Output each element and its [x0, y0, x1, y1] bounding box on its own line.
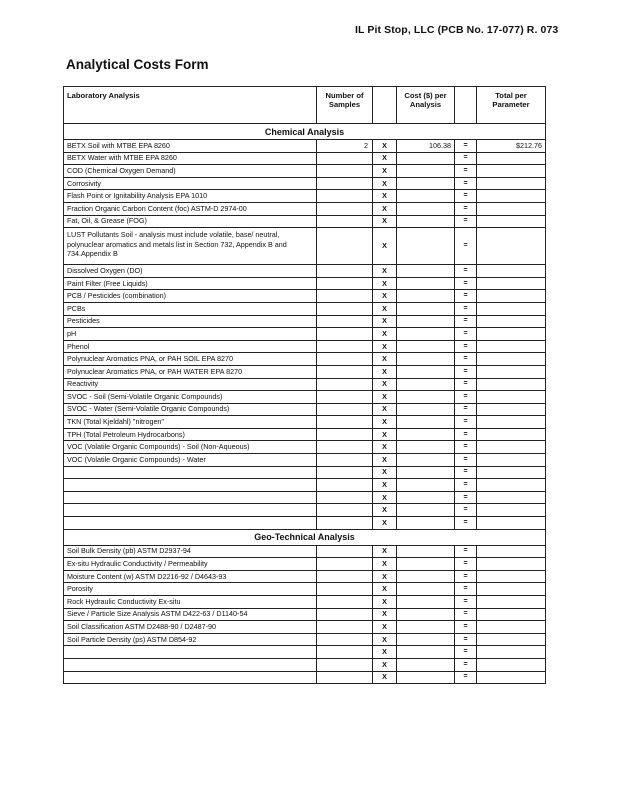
table-row [64, 646, 546, 659]
total-per-parameter-field[interactable] [477, 646, 546, 659]
number-of-samples-field[interactable] [317, 479, 373, 492]
cost-per-analysis-field[interactable] [397, 583, 455, 596]
multiply-mark: X [373, 302, 397, 315]
analysis-name [64, 491, 317, 504]
table-row [64, 265, 546, 278]
cost-per-analysis-field[interactable] [397, 340, 455, 353]
number-of-samples-field[interactable] [317, 215, 373, 228]
table-row [64, 140, 546, 153]
table-row [64, 504, 546, 517]
equals-mark: = [455, 633, 477, 646]
cost-per-analysis-field[interactable] [397, 671, 455, 684]
section-header-geotechnical [64, 529, 546, 545]
total-per-parameter-field[interactable] [477, 290, 546, 303]
number-of-samples-field[interactable] [317, 658, 373, 671]
number-of-samples-field[interactable] [317, 202, 373, 215]
table-row [64, 621, 546, 634]
equals-mark: = [455, 202, 477, 215]
total-per-parameter-field[interactable] [477, 165, 546, 178]
multiply-mark: X [373, 570, 397, 583]
cost-per-analysis-field[interactable] [397, 454, 455, 467]
table-row [64, 202, 546, 215]
total-per-parameter-field[interactable] [477, 277, 546, 290]
analysis-name: TPH (Total Petroleum Hydrocarbons) [64, 428, 317, 441]
total-per-parameter-field[interactable] [477, 558, 546, 571]
number-of-samples-field[interactable] [317, 671, 373, 684]
total-per-parameter-field[interactable] [477, 416, 546, 429]
cost-per-analysis-field[interactable] [397, 646, 455, 659]
number-of-samples-field[interactable] [317, 391, 373, 404]
total-per-parameter-field[interactable] [477, 215, 546, 228]
analysis-name: Dissolved Oxygen (DO) [64, 265, 317, 278]
equals-mark: = [455, 570, 477, 583]
total-per-parameter-field[interactable] [477, 190, 546, 203]
multiply-mark: X [373, 658, 397, 671]
total-per-parameter-field[interactable] [477, 596, 546, 609]
equals-mark: = [455, 428, 477, 441]
total-per-parameter-field[interactable] [477, 315, 546, 328]
cost-per-analysis-field[interactable] [397, 633, 455, 646]
cost-per-analysis-field[interactable] [397, 466, 455, 479]
total-per-parameter-field[interactable]: $212.76 [477, 140, 546, 153]
equals-mark: = [455, 558, 477, 571]
multiply-mark: X [373, 177, 397, 190]
table-row [64, 479, 546, 492]
cost-per-analysis-field[interactable] [397, 596, 455, 609]
total-per-parameter-field[interactable] [477, 328, 546, 341]
equals-mark: = [455, 353, 477, 366]
table-row [64, 416, 546, 429]
total-per-parameter-field[interactable] [477, 228, 546, 265]
table-row [64, 491, 546, 504]
equals-mark: = [455, 454, 477, 467]
equals-mark: = [455, 504, 477, 517]
analysis-name: VOC (Volatile Organic Compounds) - Water [64, 454, 317, 467]
equals-mark: = [455, 190, 477, 203]
equals-mark: = [455, 140, 477, 153]
number-of-samples-field[interactable] [317, 545, 373, 558]
number-of-samples-field[interactable] [317, 596, 373, 609]
cost-per-analysis-field[interactable] [397, 228, 455, 265]
analysis-name: VOC (Volatile Organic Compounds) - Soil (Non-Aqueous) [64, 441, 317, 454]
multiply-mark: X [373, 608, 397, 621]
number-of-samples-field[interactable] [317, 558, 373, 571]
number-of-samples-field[interactable]: 2 [317, 140, 373, 153]
cost-per-analysis-field[interactable] [397, 658, 455, 671]
analysis-name [64, 646, 317, 659]
total-per-parameter-field[interactable] [477, 302, 546, 315]
multiply-mark: X [373, 365, 397, 378]
total-per-parameter-field[interactable] [477, 378, 546, 391]
multiply-mark: X [373, 290, 397, 303]
table-row [64, 583, 546, 596]
cost-per-analysis-field[interactable] [397, 517, 455, 530]
table-row [64, 517, 546, 530]
equals-mark: = [455, 165, 477, 178]
equals-mark: = [455, 583, 477, 596]
cost-per-analysis-field[interactable] [397, 215, 455, 228]
cost-per-analysis-field[interactable] [397, 365, 455, 378]
multiply-mark: X [373, 671, 397, 684]
total-per-parameter-field[interactable] [477, 353, 546, 366]
analysis-name: SVOC - Soil (Semi-Volatile Organic Compounds) [64, 391, 317, 404]
cost-per-analysis-field[interactable] [397, 353, 455, 366]
cost-per-analysis-field[interactable] [397, 190, 455, 203]
total-per-parameter-field[interactable] [477, 545, 546, 558]
analytical-costs-table [63, 86, 546, 684]
equals-mark: = [455, 215, 477, 228]
multiply-mark: X [373, 228, 397, 265]
multiply-mark: X [373, 545, 397, 558]
table-row [64, 658, 546, 671]
cost-per-analysis-field[interactable] [397, 177, 455, 190]
total-per-parameter-field[interactable] [477, 570, 546, 583]
section-title: Chemical Analysis [64, 124, 546, 140]
total-per-parameter-field[interactable] [477, 633, 546, 646]
cost-per-analysis-field[interactable] [397, 545, 455, 558]
cost-per-analysis-field[interactable] [397, 152, 455, 165]
multiply-mark: X [373, 140, 397, 153]
cost-per-analysis-field[interactable] [397, 391, 455, 404]
total-per-parameter-field[interactable] [477, 466, 546, 479]
multiply-mark: X [373, 403, 397, 416]
analysis-name [64, 517, 317, 530]
multiply-mark: X [373, 504, 397, 517]
number-of-samples-field[interactable] [317, 441, 373, 454]
equals-mark: = [455, 596, 477, 609]
number-of-samples-field[interactable] [317, 428, 373, 441]
table-row [64, 454, 546, 467]
equals-mark: = [455, 491, 477, 504]
cost-per-analysis-field[interactable] [397, 403, 455, 416]
total-per-parameter-field[interactable] [477, 491, 546, 504]
multiply-mark: X [373, 340, 397, 353]
total-per-parameter-field[interactable] [477, 621, 546, 634]
equals-mark: = [455, 328, 477, 341]
total-per-parameter-field[interactable] [477, 608, 546, 621]
equals-mark: = [455, 466, 477, 479]
analysis-name: Sieve / Particle Size Analysis ASTM D422-63 / D1140-54 [64, 608, 317, 621]
form-title: Analytical Costs Form [66, 57, 209, 72]
cost-per-analysis-field[interactable] [397, 441, 455, 454]
analysis-name [64, 658, 317, 671]
table-row [64, 558, 546, 571]
section-header-chemical [64, 124, 546, 140]
analysis-name: Fraction Organic Carbon Content (foc) ASTM-D 2974-00 [64, 202, 317, 215]
multiply-mark: X [373, 353, 397, 366]
table-row [64, 152, 546, 165]
analysis-name: BETX Soil with MTBE EPA 8260 [64, 140, 317, 153]
equals-mark: = [455, 228, 477, 265]
header-number-of-samples: Number of Samples [317, 87, 373, 124]
analysis-name: Polynuclear Aromatics PNA, or PAH SOIL EPA 8270 [64, 353, 317, 366]
table-header-row [64, 87, 546, 124]
multiply-mark: X [373, 517, 397, 530]
total-per-parameter-field[interactable] [477, 365, 546, 378]
total-per-parameter-field[interactable] [477, 479, 546, 492]
table-row [64, 353, 546, 366]
number-of-samples-field[interactable] [317, 177, 373, 190]
total-per-parameter-field[interactable] [477, 391, 546, 404]
analysis-name: COD (Chemical Oxygen Demand) [64, 165, 317, 178]
header-lab-analysis: Laboratory Analysis [64, 87, 317, 124]
equals-mark: = [455, 646, 477, 659]
header-cost-per-analysis: Cost ($) per Analysis [397, 87, 455, 124]
analysis-name: Fat, Oil, & Grease (FOG) [64, 215, 317, 228]
cost-per-analysis-field[interactable] [397, 428, 455, 441]
table-row [64, 215, 546, 228]
analysis-name: Polynuclear Aromatics PNA, or PAH WATER EPA 8270 [64, 365, 317, 378]
table-row [64, 315, 546, 328]
number-of-samples-field[interactable] [317, 152, 373, 165]
multiply-mark: X [373, 202, 397, 215]
table-row [64, 228, 546, 265]
table-row [64, 165, 546, 178]
analysis-name: Ex-situ Hydraulic Conductivity / Permeability [64, 558, 317, 571]
number-of-samples-field[interactable] [317, 165, 373, 178]
equals-mark: = [455, 416, 477, 429]
analysis-name: Rock Hydraulic Conductivity Ex-situ [64, 596, 317, 609]
number-of-samples-field[interactable] [317, 265, 373, 278]
multiply-mark: X [373, 558, 397, 571]
total-per-parameter-field[interactable] [477, 152, 546, 165]
cost-per-analysis-field[interactable] [397, 202, 455, 215]
total-per-parameter-field[interactable] [477, 583, 546, 596]
equals-mark: = [455, 403, 477, 416]
cost-per-analysis-field[interactable]: 106.38 [397, 140, 455, 153]
equals-mark: = [455, 378, 477, 391]
analysis-name: PCB / Pesticides (combination) [64, 290, 317, 303]
table-row [64, 596, 546, 609]
cost-per-analysis-field[interactable] [397, 491, 455, 504]
analysis-name: Reactivity [64, 378, 317, 391]
analytical-costs-table-wrapper [63, 86, 545, 684]
analysis-name: Soil Classification ASTM D2488-90 / D2487-90 [64, 621, 317, 634]
total-per-parameter-field[interactable] [477, 454, 546, 467]
table-row [64, 302, 546, 315]
number-of-samples-field[interactable] [317, 466, 373, 479]
total-per-parameter-field[interactable] [477, 441, 546, 454]
multiply-mark: X [373, 479, 397, 492]
number-of-samples-field[interactable] [317, 491, 373, 504]
total-per-parameter-field[interactable] [477, 177, 546, 190]
multiply-mark: X [373, 165, 397, 178]
header-total-per-parameter: Total per Parameter [477, 87, 546, 124]
multiply-mark: X [373, 152, 397, 165]
equals-mark: = [455, 315, 477, 328]
multiply-mark: X [373, 428, 397, 441]
number-of-samples-field[interactable] [317, 302, 373, 315]
analysis-name: Moisture Content (w) ASTM D2216-92 / D4643-93 [64, 570, 317, 583]
multiply-mark: X [373, 441, 397, 454]
equals-mark: = [455, 265, 477, 278]
number-of-samples-field[interactable] [317, 583, 373, 596]
cost-per-analysis-field[interactable] [397, 504, 455, 517]
multiply-mark: X [373, 583, 397, 596]
table-row [64, 190, 546, 203]
equals-mark: = [455, 177, 477, 190]
number-of-samples-field[interactable] [317, 328, 373, 341]
analysis-name: Corrosivity [64, 177, 317, 190]
total-per-parameter-field[interactable] [477, 340, 546, 353]
number-of-samples-field[interactable] [317, 290, 373, 303]
cost-per-analysis-field[interactable] [397, 378, 455, 391]
multiply-mark: X [373, 454, 397, 467]
equals-mark: = [455, 441, 477, 454]
analysis-name: Paint Filter (Free Liquids) [64, 277, 317, 290]
table-row [64, 545, 546, 558]
header-x-spacer [373, 87, 397, 124]
table-row [64, 177, 546, 190]
table-row [64, 365, 546, 378]
number-of-samples-field[interactable] [317, 504, 373, 517]
multiply-mark: X [373, 391, 397, 404]
total-per-parameter-field[interactable] [477, 265, 546, 278]
multiply-mark: X [373, 416, 397, 429]
analysis-name: Phenol [64, 340, 317, 353]
multiply-mark: X [373, 215, 397, 228]
cost-per-analysis-field[interactable] [397, 328, 455, 341]
number-of-samples-field[interactable] [317, 646, 373, 659]
number-of-samples-field[interactable] [317, 633, 373, 646]
table-row [64, 671, 546, 684]
equals-mark: = [455, 479, 477, 492]
analysis-name [64, 479, 317, 492]
cost-per-analysis-field[interactable] [397, 265, 455, 278]
multiply-mark: X [373, 646, 397, 659]
table-row [64, 608, 546, 621]
number-of-samples-field[interactable] [317, 190, 373, 203]
total-per-parameter-field[interactable] [477, 671, 546, 684]
cost-per-analysis-field[interactable] [397, 165, 455, 178]
table-row [64, 391, 546, 404]
analysis-name: LUST Pollutants Soil - analysis must include volatile, base/ neutral, polynuclear aromatics and metals list in Section 732, Appendix B and 734.Appendix B [64, 228, 317, 265]
number-of-samples-field[interactable] [317, 416, 373, 429]
equals-mark: = [455, 290, 477, 303]
analysis-name: PCBs [64, 302, 317, 315]
cost-per-analysis-field[interactable] [397, 608, 455, 621]
cost-per-analysis-field[interactable] [397, 479, 455, 492]
table-row [64, 277, 546, 290]
table-row [64, 290, 546, 303]
number-of-samples-field[interactable] [317, 570, 373, 583]
equals-mark: = [455, 517, 477, 530]
total-per-parameter-field[interactable] [477, 517, 546, 530]
analysis-name: Soil Bulk Density (pb) ASTM D2937-94 [64, 545, 317, 558]
analysis-name: Pesticides [64, 315, 317, 328]
equals-mark: = [455, 658, 477, 671]
cost-per-analysis-field[interactable] [397, 315, 455, 328]
number-of-samples-field[interactable] [317, 403, 373, 416]
analysis-name: BETX Water with MTBE EPA 8260 [64, 152, 317, 165]
equals-mark: = [455, 545, 477, 558]
equals-mark: = [455, 671, 477, 684]
number-of-samples-field[interactable] [317, 378, 373, 391]
equals-mark: = [455, 302, 477, 315]
number-of-samples-field[interactable] [317, 365, 373, 378]
multiply-mark: X [373, 621, 397, 634]
cost-per-analysis-field[interactable] [397, 302, 455, 315]
number-of-samples-field[interactable] [317, 315, 373, 328]
document-reference: IL Pit Stop, LLC (PCB No. 17-077) R. 073 [355, 24, 559, 36]
multiply-mark: X [373, 491, 397, 504]
number-of-samples-field[interactable] [317, 517, 373, 530]
multiply-mark: X [373, 378, 397, 391]
cost-per-analysis-field[interactable] [397, 570, 455, 583]
equals-mark: = [455, 152, 477, 165]
number-of-samples-field[interactable] [317, 621, 373, 634]
table-row [64, 403, 546, 416]
multiply-mark: X [373, 315, 397, 328]
number-of-samples-field[interactable] [317, 277, 373, 290]
equals-mark: = [455, 365, 477, 378]
multiply-mark: X [373, 328, 397, 341]
table-row [64, 340, 546, 353]
table-row [64, 378, 546, 391]
cost-per-analysis-field[interactable] [397, 290, 455, 303]
multiply-mark: X [373, 466, 397, 479]
table-row [64, 570, 546, 583]
analysis-name [64, 504, 317, 517]
table-row [64, 466, 546, 479]
total-per-parameter-field[interactable] [477, 403, 546, 416]
analysis-name: TKN (Total Kjeldahl) "nitrogen" [64, 416, 317, 429]
total-per-parameter-field[interactable] [477, 504, 546, 517]
total-per-parameter-field[interactable] [477, 658, 546, 671]
analysis-name: Soil Particle Density (ps) ASTM D854-92 [64, 633, 317, 646]
equals-mark: = [455, 608, 477, 621]
cost-per-analysis-field[interactable] [397, 621, 455, 634]
multiply-mark: X [373, 265, 397, 278]
number-of-samples-field[interactable] [317, 340, 373, 353]
number-of-samples-field[interactable] [317, 608, 373, 621]
analysis-name [64, 671, 317, 684]
section-title: Geo-Technical Analysis [64, 529, 546, 545]
analysis-name: Flash Point or Ignitability Analysis EPA 1010 [64, 190, 317, 203]
equals-mark: = [455, 277, 477, 290]
analysis-name: Porosity [64, 583, 317, 596]
analysis-name: SVOC - Water (Semi-Volatile Organic Compounds) [64, 403, 317, 416]
multiply-mark: X [373, 277, 397, 290]
cost-per-analysis-field[interactable] [397, 277, 455, 290]
table-row [64, 328, 546, 341]
analysis-name: pH [64, 328, 317, 341]
header-eq-spacer [455, 87, 477, 124]
equals-mark: = [455, 391, 477, 404]
table-row [64, 428, 546, 441]
multiply-mark: X [373, 633, 397, 646]
number-of-samples-field[interactable] [317, 228, 373, 265]
total-per-parameter-field[interactable] [477, 428, 546, 441]
equals-mark: = [455, 621, 477, 634]
multiply-mark: X [373, 596, 397, 609]
table-row [64, 441, 546, 454]
cost-per-analysis-field[interactable] [397, 558, 455, 571]
total-per-parameter-field[interactable] [477, 202, 546, 215]
multiply-mark: X [373, 190, 397, 203]
table-row [64, 633, 546, 646]
analysis-name [64, 466, 317, 479]
number-of-samples-field[interactable] [317, 353, 373, 366]
cost-per-analysis-field[interactable] [397, 416, 455, 429]
equals-mark: = [455, 340, 477, 353]
number-of-samples-field[interactable] [317, 454, 373, 467]
